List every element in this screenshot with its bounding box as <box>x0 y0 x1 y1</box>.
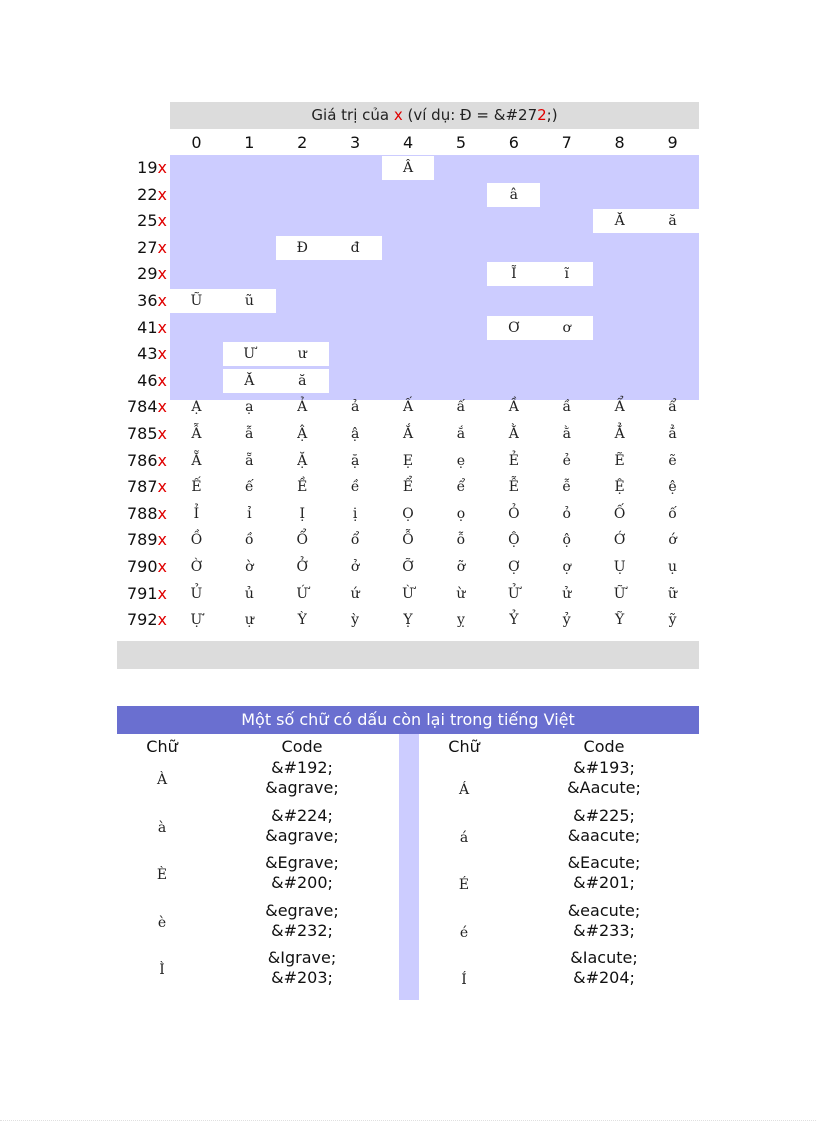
char-cell: Ư <box>223 342 276 366</box>
char-cell: ả <box>350 399 360 416</box>
char-cell: ỷ <box>562 612 571 629</box>
entity-code: &#232; <box>271 920 333 940</box>
char-cell: ừ <box>456 585 466 602</box>
char-cell: Ả <box>297 399 308 416</box>
char-cell: Ẩ <box>614 399 625 416</box>
char-cell: ă <box>646 209 699 233</box>
char-cell: ỏ <box>562 505 571 522</box>
column-header: 2 <box>297 133 308 152</box>
accent-char: á <box>459 829 469 846</box>
char-cell: Ẻ <box>508 452 519 469</box>
char-cell: Ỳ <box>297 612 307 629</box>
entity-code: &#200; <box>271 873 333 893</box>
row-label: 789x <box>126 530 167 550</box>
column-header: 1 <box>244 133 255 152</box>
entity-code: &Eacute; <box>567 853 641 873</box>
char-cell: Ử <box>507 585 520 602</box>
accent-char: Á <box>458 782 470 798</box>
entity-code: &#193; <box>573 758 635 777</box>
char-cell: Ỷ <box>509 612 519 629</box>
char-cell: ẳ <box>668 426 677 442</box>
char-cell: ỡ <box>456 559 466 575</box>
entity-code: &aacute; <box>567 825 641 845</box>
char-cell: ă <box>276 369 329 393</box>
entity-code: &Aacute; <box>567 778 641 797</box>
char-cell: Ẽ <box>614 452 625 469</box>
entity-code: &#224; <box>271 805 333 825</box>
entity-code: &#233; <box>573 920 635 940</box>
entity-code: &agrave; <box>265 778 339 797</box>
char-cell: Ắ <box>402 426 414 442</box>
accent-char: à <box>157 819 167 836</box>
row-label: 784x <box>126 397 167 417</box>
char-cell: ậ <box>350 426 360 442</box>
char-cell: ư <box>276 342 329 366</box>
char-cell: Ớ <box>613 532 626 549</box>
accent-char: É <box>458 877 470 894</box>
char-cell: ớ <box>668 532 677 549</box>
entity-code: &Igrave; <box>267 948 337 968</box>
char-cell: Ế <box>191 479 202 496</box>
char-cell: ỗ <box>456 532 466 549</box>
column-header: 9 <box>667 133 678 152</box>
row-label: 792x <box>126 610 167 630</box>
entity-code: &#204; <box>573 968 635 988</box>
char-cell: ồ <box>245 532 254 549</box>
char-cell: đ <box>329 236 382 260</box>
char-cell: ỵ <box>456 612 465 629</box>
accent-char: Ì <box>159 962 165 979</box>
char-cell: ẽ <box>668 452 677 469</box>
char-cell: Ụ <box>613 559 626 575</box>
char-cell: Ẵ <box>191 452 202 469</box>
entity-code: &egrave; <box>265 900 339 920</box>
char-cell: ị <box>352 505 358 522</box>
column-divider <box>399 734 419 1000</box>
char-cell: Ờ <box>190 559 203 575</box>
table-bottom-band <box>117 641 699 669</box>
char-cell: Ứ <box>296 585 309 602</box>
entity-code: &agrave; <box>265 825 339 845</box>
char-cell: ự <box>244 612 254 629</box>
row-label: 43x <box>137 344 167 364</box>
header-code-left: Code <box>281 737 323 756</box>
entity-code: &#201; <box>573 873 635 893</box>
entity-code: &#192; <box>271 758 333 777</box>
row-label: 25x <box>137 211 167 231</box>
column-header: 7 <box>561 133 572 152</box>
row-label: 787x <box>126 477 167 497</box>
char-cell: Đ <box>276 236 329 260</box>
entity-code: &eacute; <box>567 900 641 920</box>
column-header: 3 <box>350 133 361 152</box>
char-cell: Ỉ <box>193 505 200 522</box>
char-cell: ứ <box>350 585 360 602</box>
char-cell: ụ <box>668 559 678 575</box>
char-cell: ơ <box>540 316 593 340</box>
char-cell: ĩ <box>540 262 593 286</box>
header-code-right: Code <box>583 737 625 756</box>
column-header: 4 <box>402 133 414 152</box>
accent-char: è <box>157 914 167 931</box>
char-cell: Ầ <box>508 399 519 416</box>
char-cell: Â <box>382 156 435 180</box>
char-cell: ỹ <box>668 612 677 629</box>
char-cell: Ũ <box>170 289 223 313</box>
accent-char: Í <box>461 972 467 989</box>
row-label: 29x <box>137 264 167 284</box>
column-header: 0 <box>191 133 202 152</box>
row-label: 27x <box>137 237 167 257</box>
accent-char: é <box>459 924 469 941</box>
char-cell: Ệ <box>614 479 625 496</box>
char-cell: Ỗ <box>402 532 414 549</box>
char-cell: Ỵ <box>403 612 413 629</box>
row-label: 790x <box>126 557 167 576</box>
char-cell: ẻ <box>562 452 571 469</box>
char-cell: ẵ <box>245 452 254 469</box>
char-cell: Ạ <box>191 399 202 416</box>
char-cell: â <box>487 183 540 207</box>
char-cell: Ồ <box>190 532 203 549</box>
char-cell: Ặ <box>297 452 308 469</box>
char-cell: Ộ <box>508 532 520 549</box>
char-cell: Ừ <box>402 585 414 602</box>
char-cell: Ổ <box>296 532 308 549</box>
char-cell: Ị <box>299 505 305 522</box>
char-cell: Ậ <box>297 426 308 442</box>
entity-code: &#225; <box>573 805 635 825</box>
char-cell: Ọ <box>402 505 414 522</box>
char-cell: Ỏ <box>508 505 520 522</box>
row-label: 22x <box>137 184 167 204</box>
char-cell: Ở <box>296 559 308 575</box>
char-cell: Ỹ <box>615 612 625 629</box>
char-cell: ẫ <box>245 426 254 442</box>
column-header: 6 <box>508 133 519 152</box>
row-label: 41x <box>137 317 167 337</box>
char-cell: ặ <box>350 452 360 469</box>
row-label: 786x <box>126 450 167 470</box>
char-cell: Ẳ <box>614 426 625 442</box>
accent-table <box>117 706 699 1002</box>
char-cell: Ằ <box>508 426 519 442</box>
char-cell: ủ <box>244 585 254 602</box>
char-code-table <box>117 102 699 669</box>
char-cell: Ĩ <box>487 262 540 286</box>
row-label: 36x <box>137 291 167 310</box>
row-label: 19x <box>137 158 167 177</box>
char-cell: ẩ <box>668 399 677 416</box>
entity-code: &#203; <box>271 968 333 988</box>
char-cell: Ẹ <box>402 452 414 469</box>
char-cell: ổ <box>350 532 360 549</box>
char-cell: ấ <box>456 399 466 416</box>
row-label: 46x <box>137 370 167 390</box>
char-cell: Ấ <box>402 399 414 416</box>
char-cell: ờ <box>245 559 254 575</box>
char-cell: Ủ <box>190 585 203 602</box>
char-cell: ử <box>562 585 572 602</box>
char-cell: Ă <box>593 209 646 233</box>
char-cell: ệ <box>668 479 677 496</box>
row-label: 791x <box>126 583 167 603</box>
char-cell: ễ <box>562 479 572 496</box>
char-cell: Ă <box>223 369 276 393</box>
char-cell: ọ <box>456 505 466 522</box>
char-cell: ề <box>350 479 360 496</box>
char-cell: ắ <box>456 426 466 442</box>
char-cell: Ố <box>613 505 626 522</box>
char-cell: ế <box>245 479 254 496</box>
char-cell: Ự <box>190 612 203 629</box>
char-cell: Ỡ <box>402 559 414 575</box>
char-cell: Ợ <box>508 559 520 575</box>
char-cell: ẹ <box>456 452 466 469</box>
char-cell: ỉ <box>247 505 252 522</box>
char-cell: ạ <box>245 399 254 416</box>
entity-code: &Iacute; <box>570 948 638 968</box>
char-cell: Ề <box>297 479 308 496</box>
accent-char: È <box>156 867 168 884</box>
row-label: 788x <box>126 503 167 523</box>
char-cell: ộ <box>562 532 571 549</box>
char-cell: Ễ <box>508 479 519 496</box>
char-cell: ể <box>456 479 466 496</box>
char-cell: Ể <box>402 479 414 496</box>
row-label: 785x <box>126 424 167 443</box>
char-cell: Ẫ <box>191 426 202 442</box>
char-cell: ợ <box>562 559 571 575</box>
accent-char: À <box>156 772 168 788</box>
entity-code: &Egrave; <box>265 853 339 873</box>
char-cell: Ơ <box>487 316 540 340</box>
char-cell: ỳ <box>351 612 360 629</box>
char-cell: ữ <box>668 585 678 602</box>
header-char-left: Chữ <box>146 737 178 756</box>
char-cell: ũ <box>223 289 276 313</box>
column-header: 5 <box>455 133 467 152</box>
char-cell: ằ <box>562 426 571 442</box>
char-cell: ở <box>350 559 360 575</box>
accent-table-title: Một số chữ có dấu còn lại trong tiếng Việt <box>117 706 699 734</box>
char-cell: ầ <box>562 399 572 416</box>
char-cell: Ữ <box>613 585 626 602</box>
table-title: Giá trị của x (ví dụ: Đ = &#272;) <box>170 102 699 129</box>
char-cell: ố <box>668 505 677 522</box>
header-char-right: Chữ <box>448 737 480 756</box>
column-header: 8 <box>614 133 625 152</box>
page-bottom-rule <box>0 1120 816 1121</box>
